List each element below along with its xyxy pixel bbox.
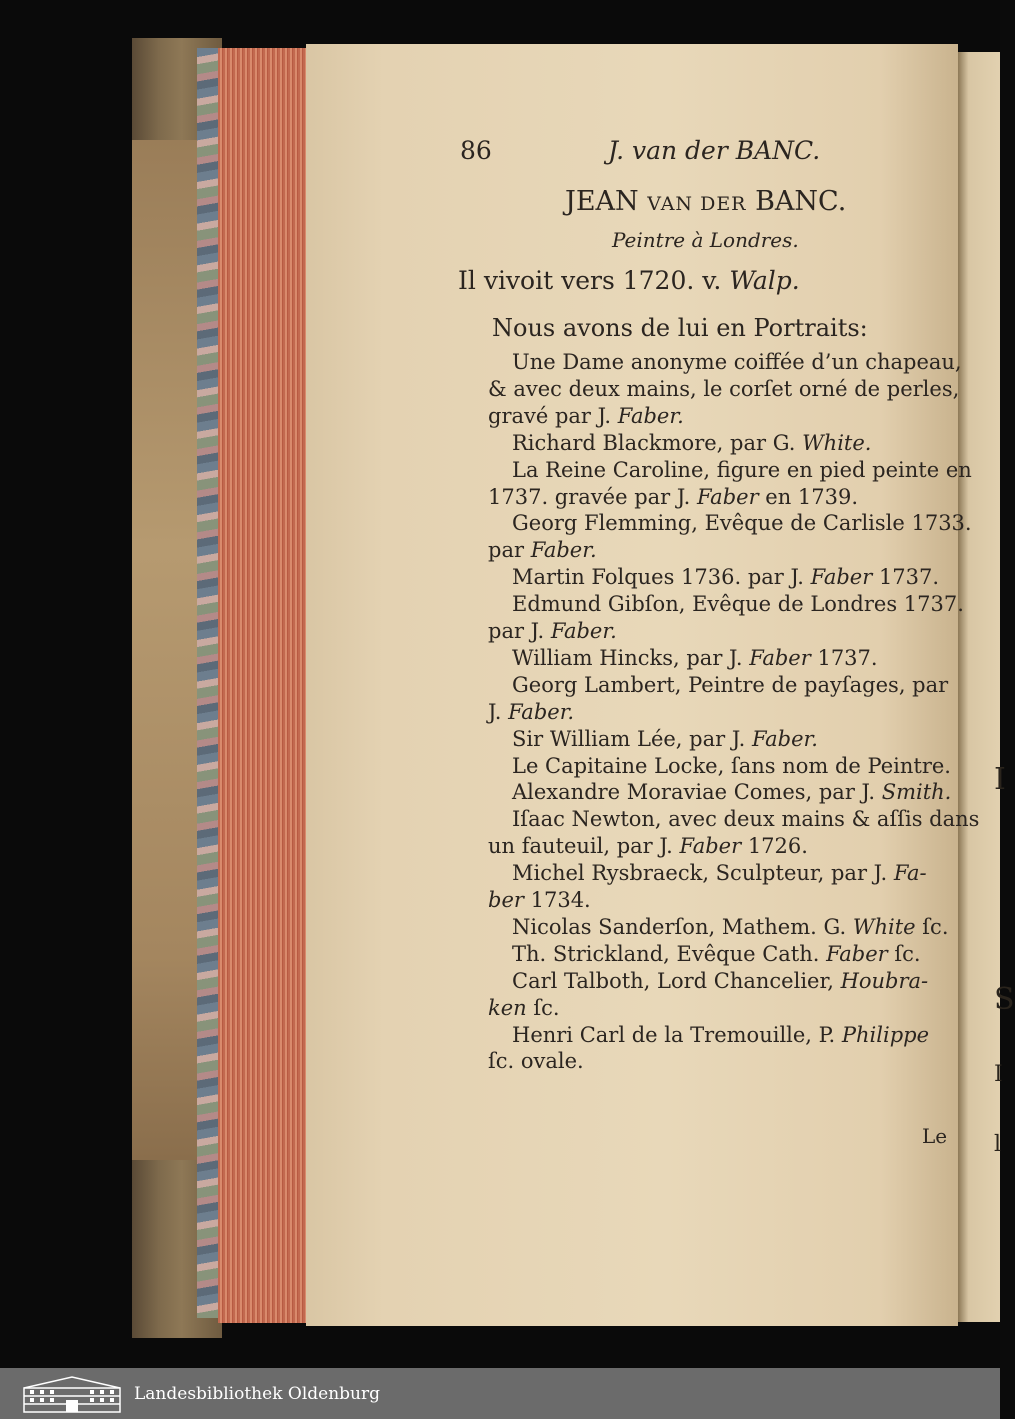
list-line: Alexandre Moraviae Comes, par J. Smith. xyxy=(512,780,952,804)
list-line: Georg Flemming, Evêque de Carlisle 1733. xyxy=(512,511,972,535)
list-line: par Faber. xyxy=(488,538,597,562)
list-line: Richard Blackmore, par G. White. xyxy=(512,431,872,455)
page-number: 86 xyxy=(460,136,492,165)
list-line: Une Dame anonyme coiffée d’un chapeau, xyxy=(512,350,962,374)
list-line: Edmund Gibſon, Evêque de Londres 1737. xyxy=(512,592,964,616)
intro-line: Il vivoit vers 1720. v. Walp. xyxy=(458,266,800,295)
library-building-icon xyxy=(20,1374,124,1414)
cover-leather xyxy=(132,140,202,1160)
list-line: Martin Folques 1736. par J. Faber 1737. xyxy=(512,565,940,589)
list-line: 1737. gravée par J. Faber en 1739. xyxy=(488,485,859,509)
list-line: Michel Rysbraeck, Sculpteur, par J. Fa- xyxy=(512,861,927,885)
list-line: Carl Talboth, Lord Chancelier, Houbra- xyxy=(512,969,929,993)
page-edges xyxy=(218,48,308,1323)
section-title: Nous avons de lui en Portraits: xyxy=(492,314,868,342)
list-line: gravé par J. Faber. xyxy=(488,404,684,428)
list-line: ber 1734. xyxy=(488,888,591,912)
list-line: & avec deux mains, le corſet orné de perles, xyxy=(488,377,960,401)
running-head: J. van der BANC. xyxy=(608,136,821,165)
list-line: ſc. ovale. xyxy=(488,1049,584,1073)
list-line: par J. Faber. xyxy=(488,619,617,643)
list-line: William Hincks, par J. Faber 1737. xyxy=(512,646,878,670)
library-name: Landesbibliothek Oldenburg xyxy=(134,1384,381,1404)
entry-heading: JEAN VAN DER BANC. xyxy=(565,186,847,217)
list-line: La Reine Caroline, figure en pied peinte en xyxy=(512,458,972,482)
facing-page-edge: I S I l xyxy=(958,52,1000,1322)
list-line: Le Capitaine Locke, ſans nom de Peintre. xyxy=(512,754,951,778)
list-line: un fauteuil, par J. Faber 1726. xyxy=(488,834,808,858)
list-line: Sir William Lée, par J. Faber. xyxy=(512,727,818,751)
list-line: Iſaac Newton, avec deux mains & aſſis dans xyxy=(512,807,980,831)
catchword: Le xyxy=(922,1124,948,1148)
list-line: J. Faber. xyxy=(488,700,575,724)
list-line: Georg Lambert, Peintre de payſages, par xyxy=(512,673,949,697)
list-line: Th. Strickland, Evêque Cath. Faber ſc. xyxy=(512,942,921,966)
list-line: ken ſc. xyxy=(488,996,560,1020)
list-line: Henri Carl de la Tremouille, P. Philippe xyxy=(512,1023,930,1047)
list-line: Nicolas Sanderſon, Mathem. G. White ſc. xyxy=(512,915,949,939)
entry-subheading: Peintre à Londres. xyxy=(612,228,799,252)
